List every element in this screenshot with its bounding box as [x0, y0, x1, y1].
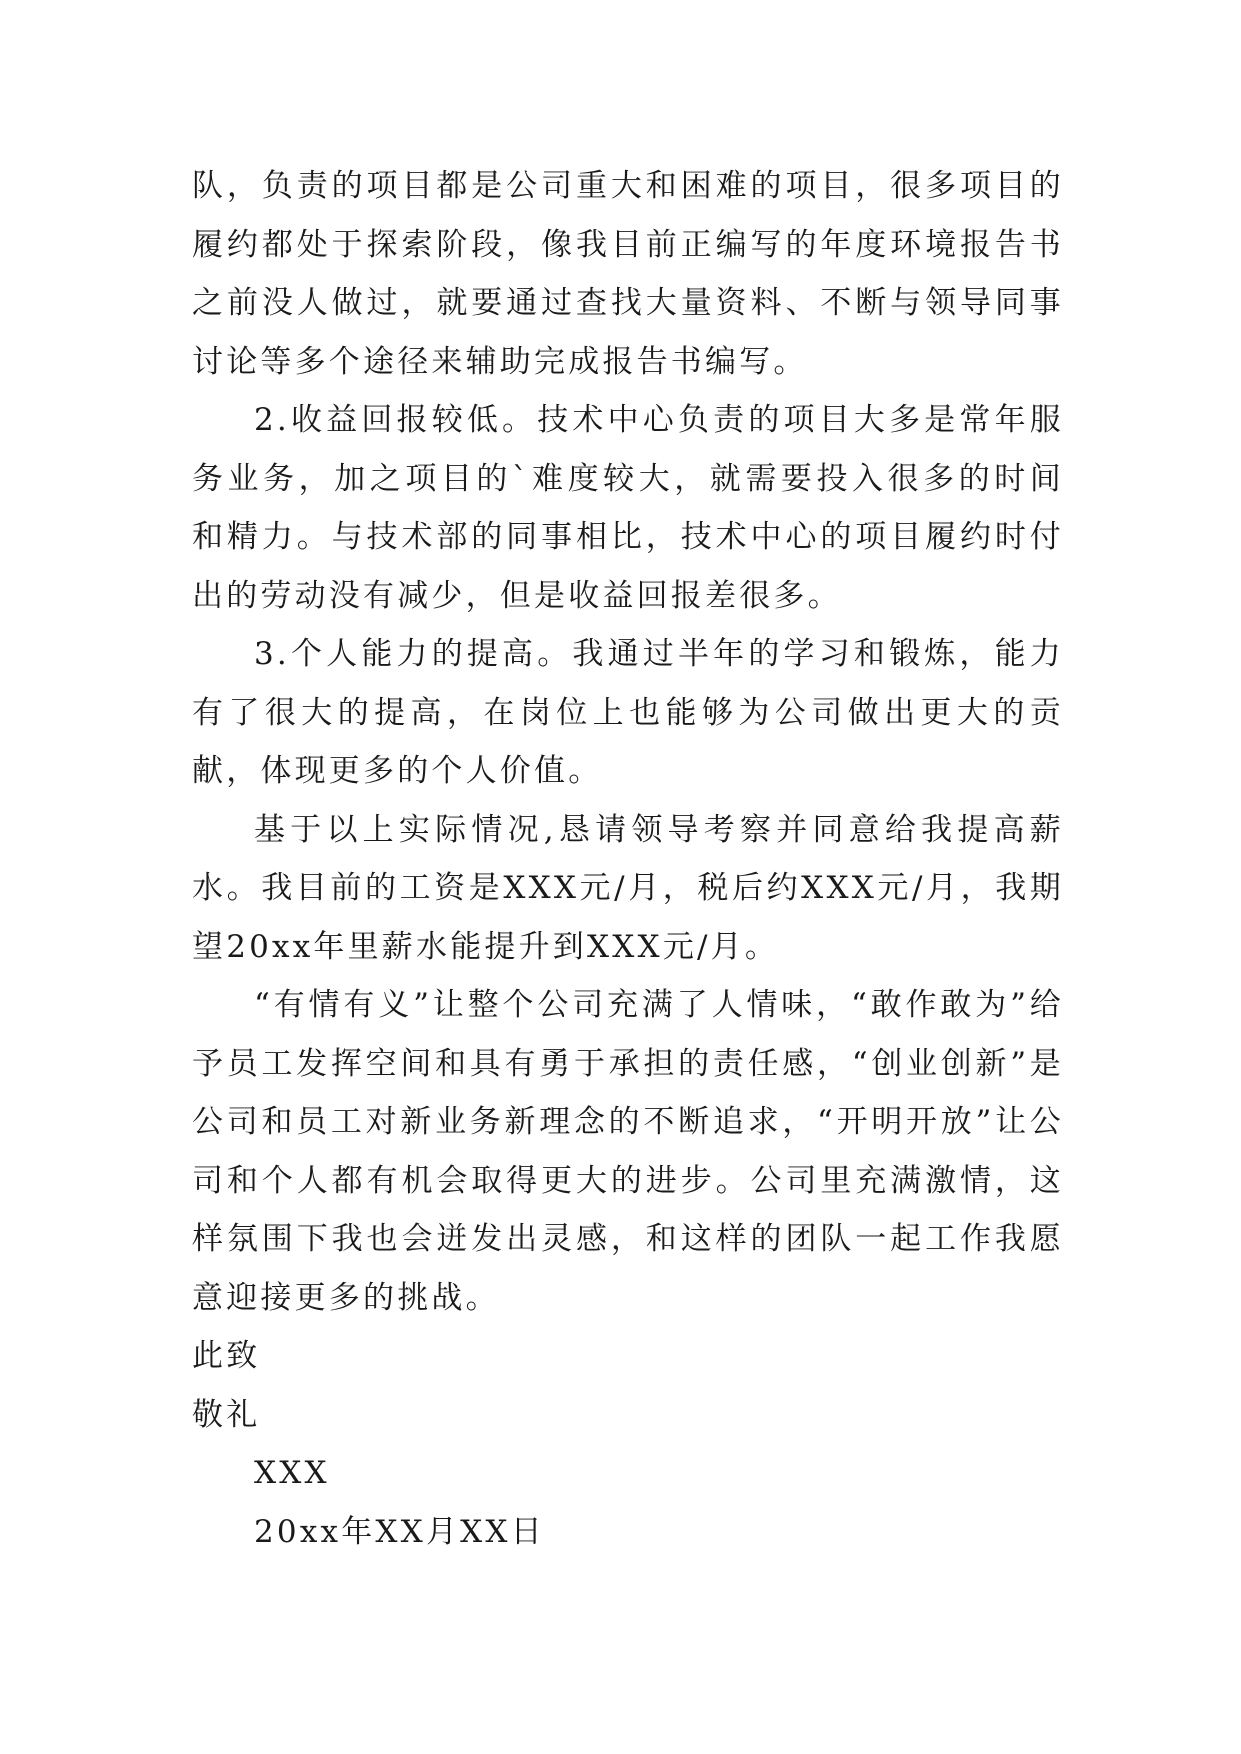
paragraph-low-return: 2.收益回报较低。技术中心负责的项目大多是常年服务业务，加之项目的`难度较大，就需要投入很多的时间和精力。与技术部的同事相比，技术中心的项目履约时付出的劳动没有减少，但是收益回报差很多。: [192, 402, 1064, 614]
signature-name: XXX: [254, 1455, 330, 1491]
paragraph-salary-request: 基于以上实际情况,恳请领导考察并同意给我提高薪水。我目前的工资是XXX元/月，税后约XXX元/月，我期望20xx年里薪水能提升到XXX元/月。: [192, 811, 1064, 965]
signature-date: 20xx年XX月XX日: [254, 1513, 545, 1550]
paragraph-ability: 3.个人能力的提高。我通过半年的学习和锻炼，能力有了很大的提高，在岗位上也能够为公司做出更大的贡献，体现更多的个人价值。: [192, 636, 1064, 789]
paragraph-continuation: 队，负责的项目都是公司重大和困难的项目，很多项目的履约都处于探索阶段，像我目前正编写的年度环境报告书之前没人做过，就要通过查找大量资料、不断与领导同事讨论等多个途径来辅助完成报告书编写。: [192, 168, 1064, 380]
paragraph-company-culture: “有情有义”让整个公司充满了人情味，“敢作敢为”给予员工发挥空间和具有勇于承担的责任感，“创业创新”是公司和员工对新业务新理念的不断追求，“开明开放”让公司和个人都有机会取得更大的进步。公司里充满激情，这样氛围下我也会迸发出灵感，和这样的团队一起工作我愿意迎接更多的挑战。: [192, 987, 1064, 1316]
closing-salutation: 此致: [192, 1338, 261, 1374]
closing-regards: 敬礼: [192, 1396, 261, 1433]
letter-body: [192, 157, 1064, 1561]
